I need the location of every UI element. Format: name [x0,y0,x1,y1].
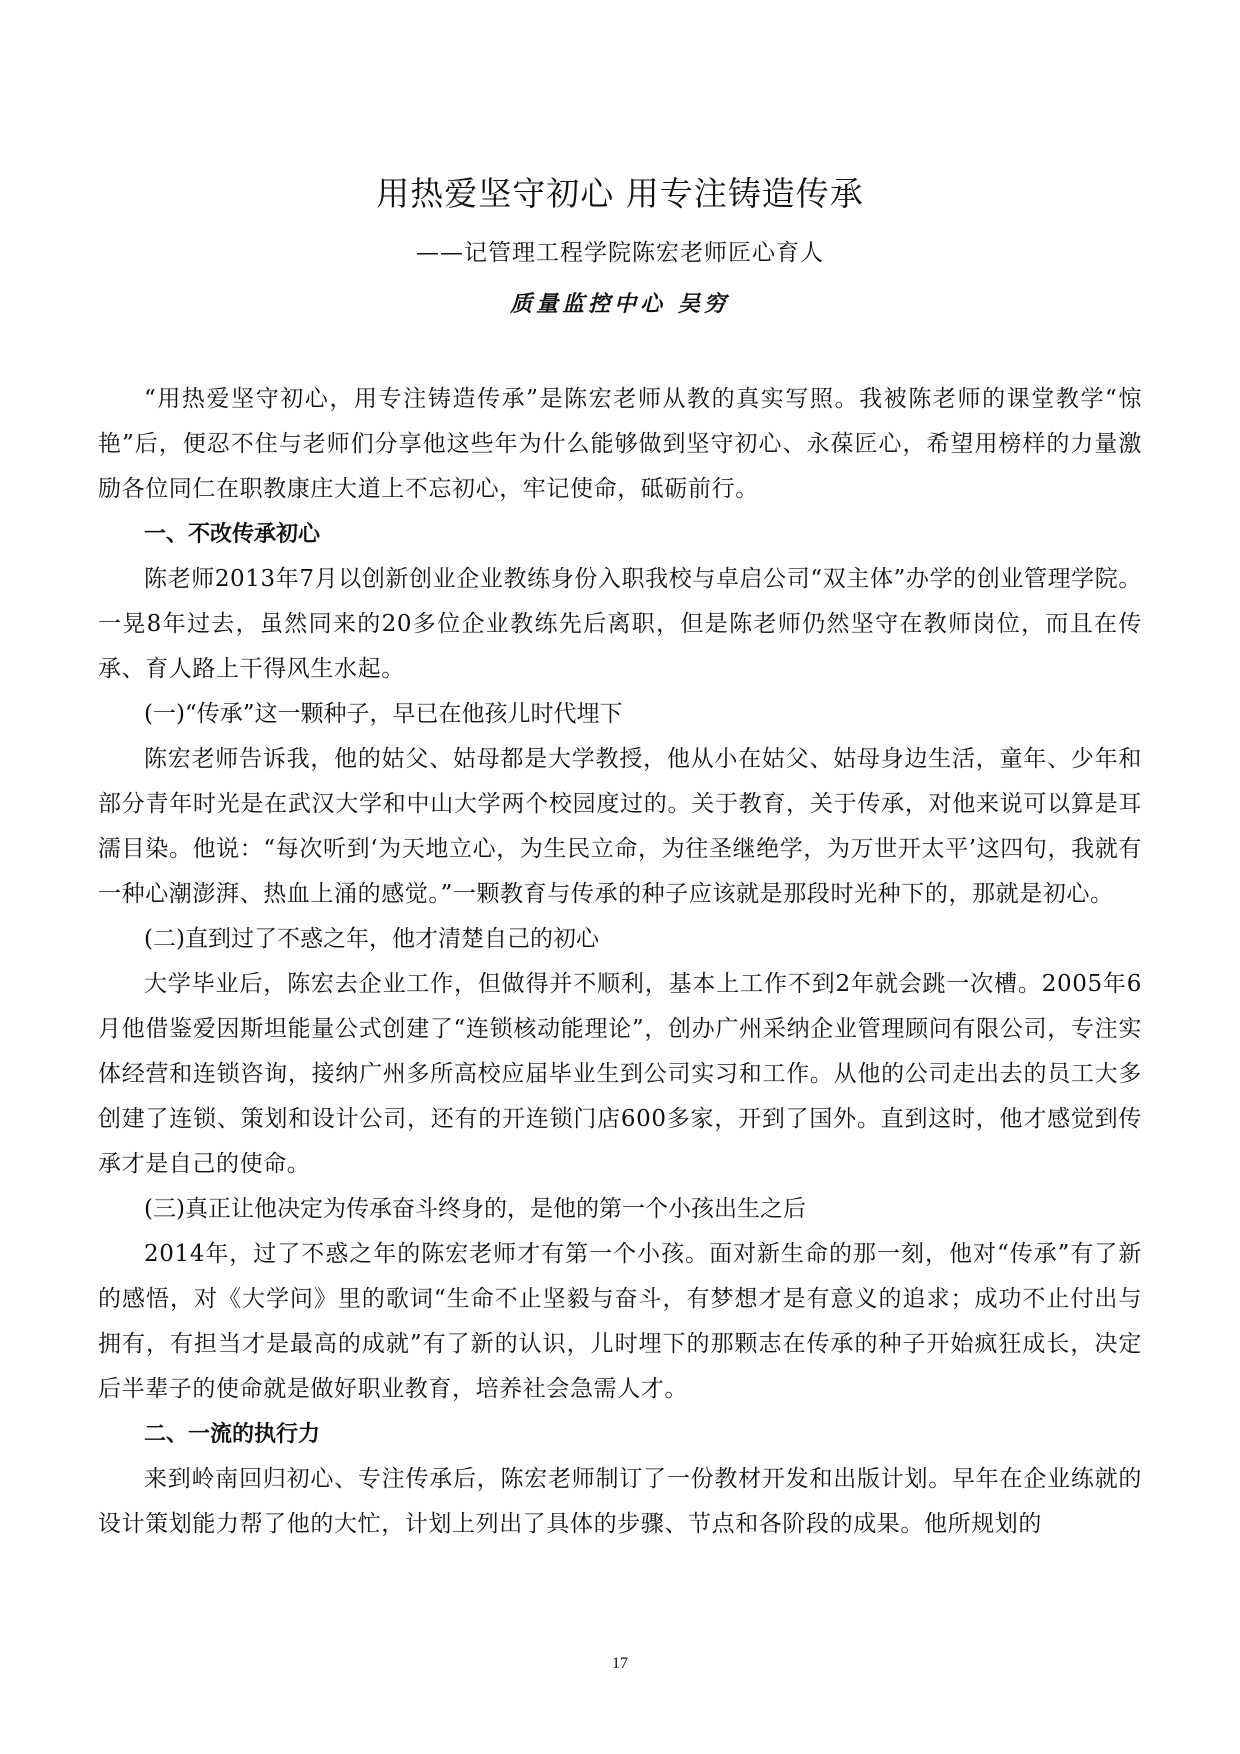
subsection-1-paragraph: 陈宏老师告诉我，他的姑父、姑母都是大学教授，他从小在姑父、姑母身边生活，童年、少年和部分青年时光是在武汉大学和中山大学两个校园度过的。关于教育，关于传承，对他来说可以算是耳濡目染。他说：“每次听到‘为天地立心，为生民立命，为往圣继绝学，为万世开太平’这四句，我就有一种心潮澎湃、热血上涌的感觉。”一颗教育与传承的种子应该就是那段时光种下的，那就是初心。 [98,746,1142,907]
section-heading-2: 二、一流的执行力 [144,1422,321,1447]
subsection-2-paragraph: 大学毕业后，陈宏去企业工作，但做得并不顺利，基本上工作不到2年就会跳一次槽。2005年6月他借鉴爱因斯坦能量公式创建了“连锁核动能理论”，创办广州采纳企业管理顾问有限公司，专注实体经营和连锁咨询，接纳广州多所高校应届毕业生到公司实习和工作。从他的公司走出去的员工大多创建了连锁、策划和设计公司，还有的开连锁门店600多家，开到了国外。直到这时，他才感觉到传承才是自己的使命。 [98,971,1142,1177]
intro-paragraph: “用热爱坚守初心，用专注铸造传承”是陈宏老师从教的真实写照。我被陈老师的课堂教学“惊艳”后，便忍不住与老师们分享他这些年为什么能够做到坚守初心、永葆匠心，希望用榜样的力量激励各位同仁在职教康庄大道上不忘初心，牢记使命，砥砺前行。 [98,386,1142,502]
article-body [98,377,1142,1547]
section-heading-1: 一、不改传承初心 [144,522,321,547]
subsection-3-paragraph: 2014年，过了不惑之年的陈宏老师才有第一个小孩。面对新生命的那一刻，他对“传承”有了新的感悟，对《大学问》里的歌词“生命不止坚毅与奋斗，有梦想才是有意义的追求；成功不止付出与拥有，有担当才是最高的成就”有了新的认识，儿时埋下的那颗志在传承的种子开始疯狂成长，决定后半辈子的使命就是做好职业教育，培养社会急需人才。 [98,1241,1142,1402]
document-subtitle: ——记管理工程学院陈宏老师匠心育人 [416,240,824,266]
section-2-paragraph: 来到岭南回归初心、专注传承后，陈宏老师制订了一份教材开发和出版计划。早年在企业练就的设计策划能力帮了他的大忙，计划上列出了具体的步骤、节点和各阶段的成果。他所规划的 [98,1466,1142,1537]
document-title: 用热爱坚守初心 用专注铸造传承 [376,174,864,213]
subsection-heading-3: (三)真正让他决定为传承奋斗终身的，是他的第一个小孩出生之后 [144,1196,806,1222]
subsection-heading-2: (二)直到过了不惑之年，他才清楚自己的初心 [144,926,599,952]
document-author: 质量监控中心 吴穷 [510,291,730,317]
subsection-heading-1: (一)“传承”这一颗种子，早已在他孩儿时代埋下 [144,701,623,727]
page-number: 17 [612,1655,628,1672]
section-1-paragraph: 陈老师2013年7月以创新创业企业教练身份入职我校与卓启公司“双主体”办学的创业管理学院。一晃8年过去，虽然同来的20多位企业教练先后离职，但是陈老师仍然坚守在教师岗位，而且在传承、育人路上干得风生水起。 [98,566,1142,682]
